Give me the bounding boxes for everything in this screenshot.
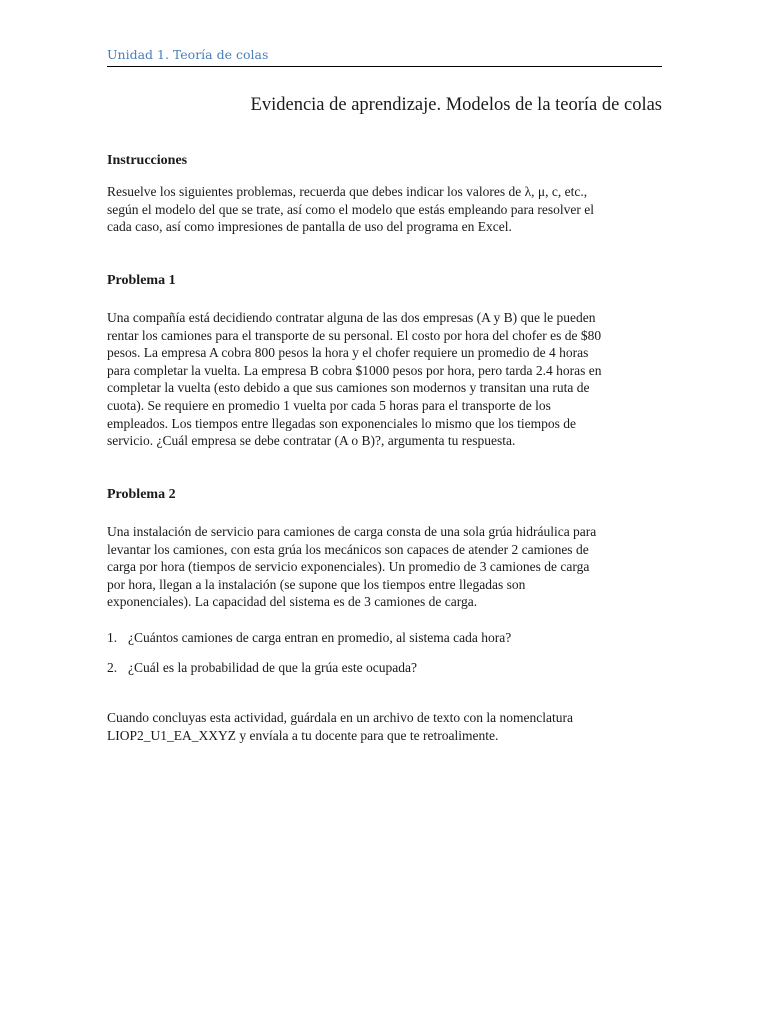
problem2-questions xyxy=(107,629,662,689)
problem1-paragraph xyxy=(107,309,662,450)
list-text: ¿Cuál es la probabilidad de que la grúa este ocupada? xyxy=(128,660,418,675)
text-line: Una instalación de servicio para camiones de carga consta de una sola grúa hidráulica para xyxy=(107,524,597,539)
text-line: LIOP2_U1_EA_XXYZ y envíala a tu docente para que te retroalimente. xyxy=(107,727,499,743)
instructions-heading: Instrucciones xyxy=(107,153,188,168)
header-unit-title: Unidad 1. Teoría de colas xyxy=(107,47,269,62)
list-number: 2. xyxy=(107,660,118,675)
problem2-heading: Problema 2 xyxy=(107,487,176,502)
closing-paragraph xyxy=(107,709,662,744)
text-line: carga por hora (tiempos de servicio exponenciales). Un promedio de 3 camiones de carga xyxy=(107,559,590,575)
text-line: empleados. Los tiempos entre llegadas son exponenciales lo mismo que los tiempos de xyxy=(107,415,577,431)
list-item xyxy=(107,629,662,647)
list-text: ¿Cuántos camiones de carga entran en promedio, al sistema cada hora? xyxy=(128,630,512,645)
text-line: según el modelo del que se trate, así como el modelo que estás empleando para resolver el xyxy=(107,201,594,217)
text-line: cuota). Se requiere en promedio 1 vuelta por cada 5 horas para el transporte de los xyxy=(107,397,551,413)
page-header xyxy=(107,46,662,67)
text-line: pesos. La empresa A cobra 800 pesos la hora y el chofer requiere un promedio de 4 horas xyxy=(107,345,589,361)
text-line: levantar los camiones, con esta grúa los mecánicos son capaces de atender 2 camiones de xyxy=(107,541,589,557)
text-line: completar la vuelta (esto debido a que sus camiones son modernos y transitan una ruta de xyxy=(107,380,590,396)
text-line: servicio. ¿Cuál empresa se debe contratar (A o B)?, argumenta tu respuesta. xyxy=(107,433,516,449)
problem1-heading: Problema 1 xyxy=(107,273,176,288)
text-line: rentar los camiones para el transporte de su personal. El costo por hora del chofer es de $80 xyxy=(107,327,602,343)
text-line: exponenciales). La capacidad del sistema es de 3 camiones de carga. xyxy=(107,594,478,610)
text-line: Resuelve los siguientes problemas, recuerda que debes indicar los valores de λ, μ, c, etc., xyxy=(107,184,588,199)
text-line: para completar la vuelta. La empresa B cobra $1000 pesos por hora, pero tarda 2.4 horas en xyxy=(107,362,602,378)
list-item xyxy=(107,659,662,677)
text-line: cada caso, así como impresiones de pantalla de uso del programa en Excel. xyxy=(107,219,512,235)
text-line: Cuando concluyas esta actividad, guárdala en un archivo de texto con la nomenclatura xyxy=(107,710,573,725)
text-line: por hora, llegan a la instalación (se supone que los tiempos entre llegadas son xyxy=(107,576,526,592)
text-line: Una compañía está decidiendo contratar alguna de las dos empresas (A y B) que le pueden xyxy=(107,310,596,325)
problem2-paragraph xyxy=(107,523,662,611)
document-title: Evidencia de aprendizaje. Modelos de la teoría de colas xyxy=(250,95,662,115)
list-number: 1. xyxy=(107,630,118,645)
instructions-paragraph xyxy=(107,183,662,236)
